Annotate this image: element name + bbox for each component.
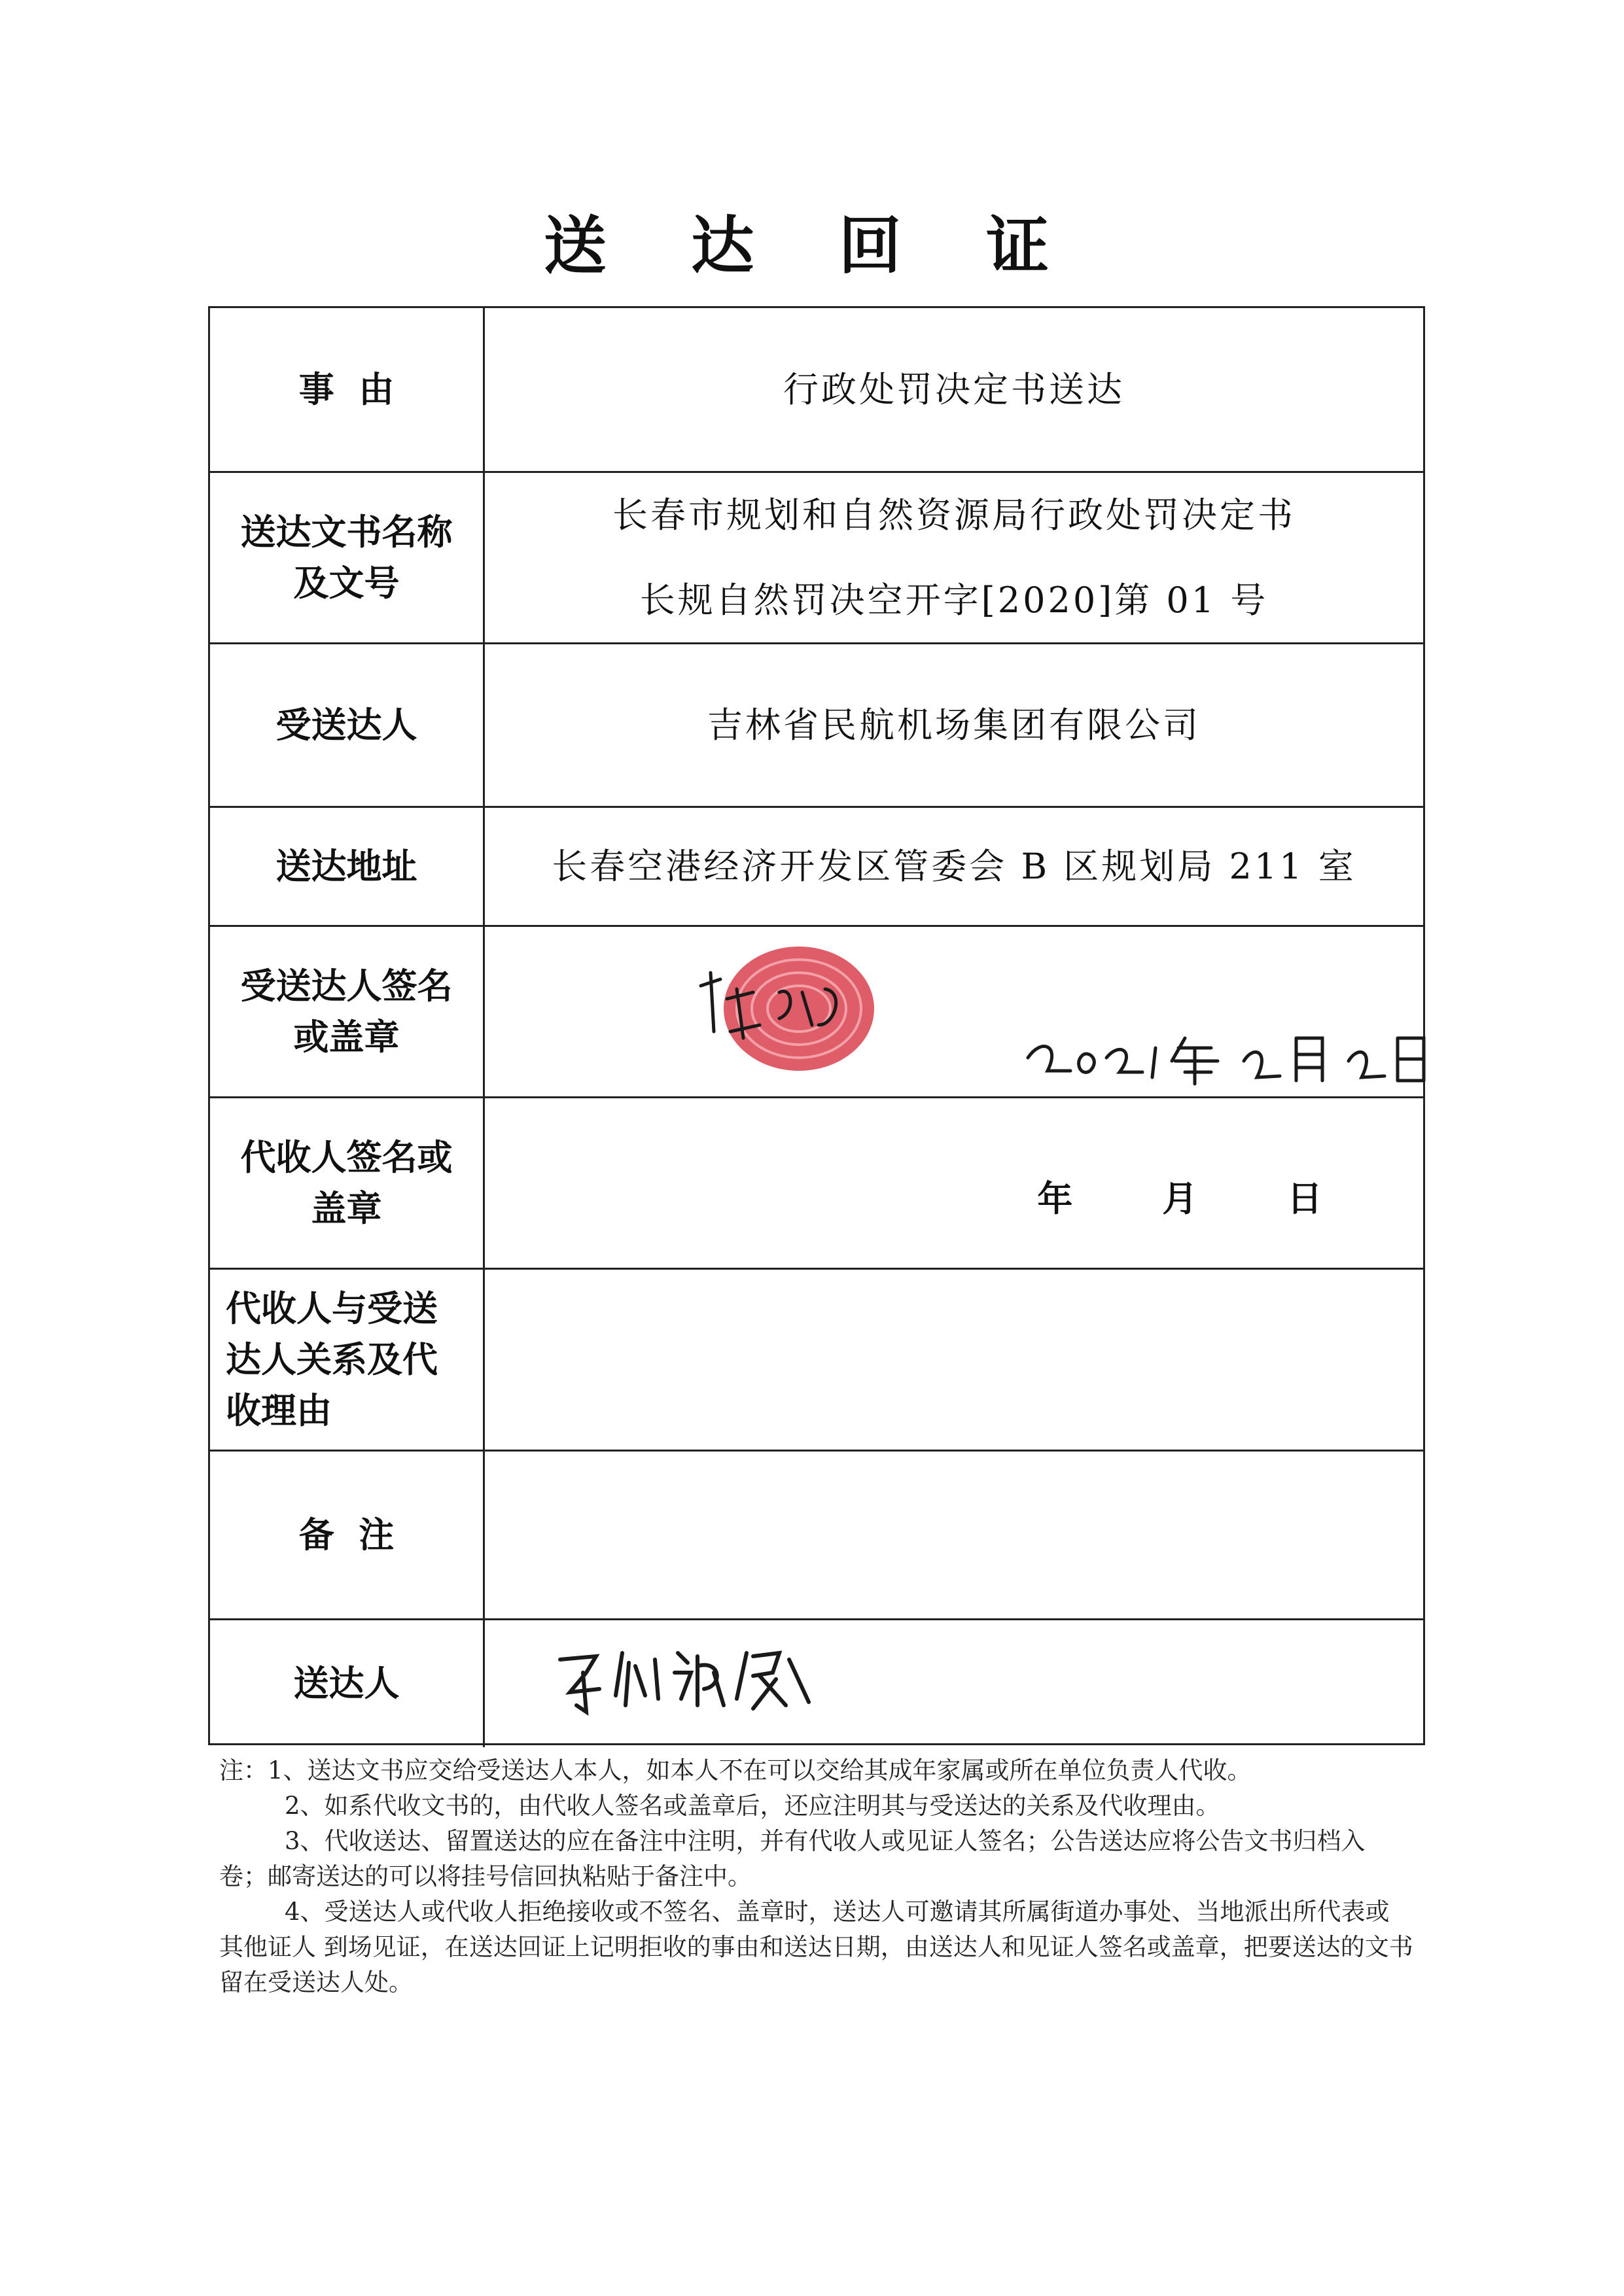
agent-date xyxy=(991,1157,1325,1242)
label-agent-relation: 代收人与受送达人关系及代收理由 xyxy=(210,1270,485,1450)
reason-text: 行政处罚决定书送达 xyxy=(783,368,1125,410)
delivery-receipt-form xyxy=(208,306,1425,1745)
value-doc-name xyxy=(485,473,1423,642)
row-recipient-sign xyxy=(210,927,1423,1098)
note-1: 注：1、送达文书应交给受送达人本人，如本人不在可以交给其成年家属或所在单位负责人代收。 xyxy=(219,1756,1252,1784)
value-recipient xyxy=(485,644,1423,806)
value-address xyxy=(485,808,1423,925)
agent-date-year: 年 xyxy=(1037,1178,1076,1219)
label-reason: 事 由 xyxy=(210,308,485,471)
row-remarks xyxy=(210,1452,1423,1620)
agent-date-month: 月 xyxy=(1162,1178,1201,1219)
row-recipient xyxy=(210,644,1423,808)
recipient-text: 吉林省民航机场集团有限公司 xyxy=(707,704,1201,746)
doc-number-line2: 长规自然罚决空开字[2020]第 01 号 xyxy=(639,579,1269,621)
row-address xyxy=(210,808,1423,927)
handwritten-date-icon xyxy=(1021,1025,1447,1090)
document-title: 送 达 回 证 xyxy=(543,209,1081,283)
value-recipient-sign xyxy=(485,927,1423,1096)
agent-date-day: 日 xyxy=(1287,1178,1325,1219)
value-remarks xyxy=(485,1452,1423,1618)
label-recipient-sign: 受送达人签名或盖章 xyxy=(210,927,485,1096)
note-3: 3、代收送达、留置送达的应在备注中注明，并有代收人或见证人签名；公告送达应将公告文书归档入卷；邮寄送达的可以将挂号信回执粘贴于备注中。 xyxy=(219,1827,1366,1890)
value-agent-sign xyxy=(485,1098,1423,1268)
server-signature-icon xyxy=(550,1633,825,1725)
notes-section xyxy=(219,1753,1413,2000)
value-agent-relation xyxy=(485,1270,1423,1450)
row-doc-name xyxy=(210,473,1423,644)
row-server xyxy=(210,1620,1423,1747)
value-server xyxy=(485,1620,1423,1747)
label-agent-sign: 代收人签名或盖章 xyxy=(210,1098,485,1268)
value-reason xyxy=(485,308,1423,471)
row-agent-sign xyxy=(210,1098,1423,1270)
label-remarks: 备 注 xyxy=(210,1452,485,1618)
note-4: 4、受送达人或代收人拒绝接收或不签名、盖章时，送达人可邀请其所属街道办事处、当地派出所代表或其他证人 到场见证，在送达回证上记明拒收的事由和送达日期，由送达人和见证人签名或盖章，把要送达的文书留在受送达人处。 xyxy=(219,1898,1413,1996)
label-doc-name: 送达文书名称及文号 xyxy=(210,473,485,642)
address-text: 长春空港经济开发区管委会 B 区规划局 211 室 xyxy=(552,845,1356,887)
doc-name-line1: 长春市规划和自然资源局行政处罚决定书 xyxy=(612,494,1296,536)
label-recipient: 受送达人 xyxy=(210,644,485,806)
note-2: 2、如系代收文书的，由代收人签名或盖章后，还应注明其与受送达的关系及代收理由。 xyxy=(285,1792,1220,1820)
label-server: 送达人 xyxy=(210,1620,485,1747)
row-agent-relation xyxy=(210,1270,1423,1452)
fingerprint-signature-icon xyxy=(681,927,904,1090)
row-reason xyxy=(210,308,1423,473)
label-address: 送达地址 xyxy=(210,808,485,925)
